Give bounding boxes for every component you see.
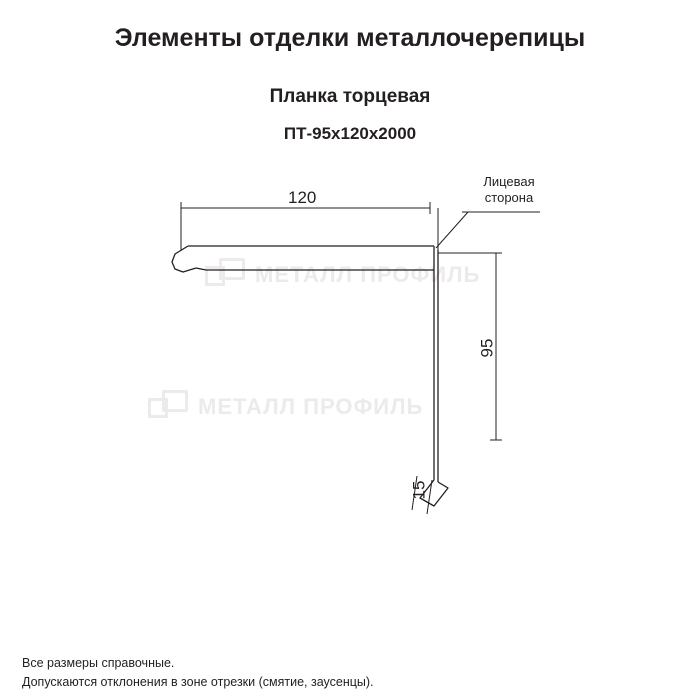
dimension-top — [181, 202, 438, 250]
dimension-label-95: 95 — [477, 338, 497, 358]
face-side-label: Лицевая сторона — [483, 174, 535, 205]
dimension-label-15: 15 — [409, 480, 429, 500]
profile-outline — [172, 246, 448, 506]
face-side-leader — [436, 212, 540, 248]
footnote-line-1: Все размеры справочные. — [22, 656, 175, 670]
product-code: ПТ-95х120х2000 — [283, 124, 417, 143]
footnotes — [22, 654, 374, 692]
dimension-label-120: 120 — [288, 188, 317, 207]
technical-drawing — [0, 150, 700, 570]
footnote-line-2: Допускаются отклонения в зоне отрезки (смятие, заусенцы). — [22, 675, 374, 689]
product-name: Планка торцевая — [269, 86, 431, 107]
page-title: Элементы отделки металлочерепицы — [114, 24, 586, 52]
watermark-label: МЕТАЛЛ ПРОФИЛЬ — [198, 394, 424, 419]
drawing-svg — [0, 150, 700, 570]
watermark-label: МЕТАЛЛ ПРОФИЛЬ — [255, 262, 481, 287]
